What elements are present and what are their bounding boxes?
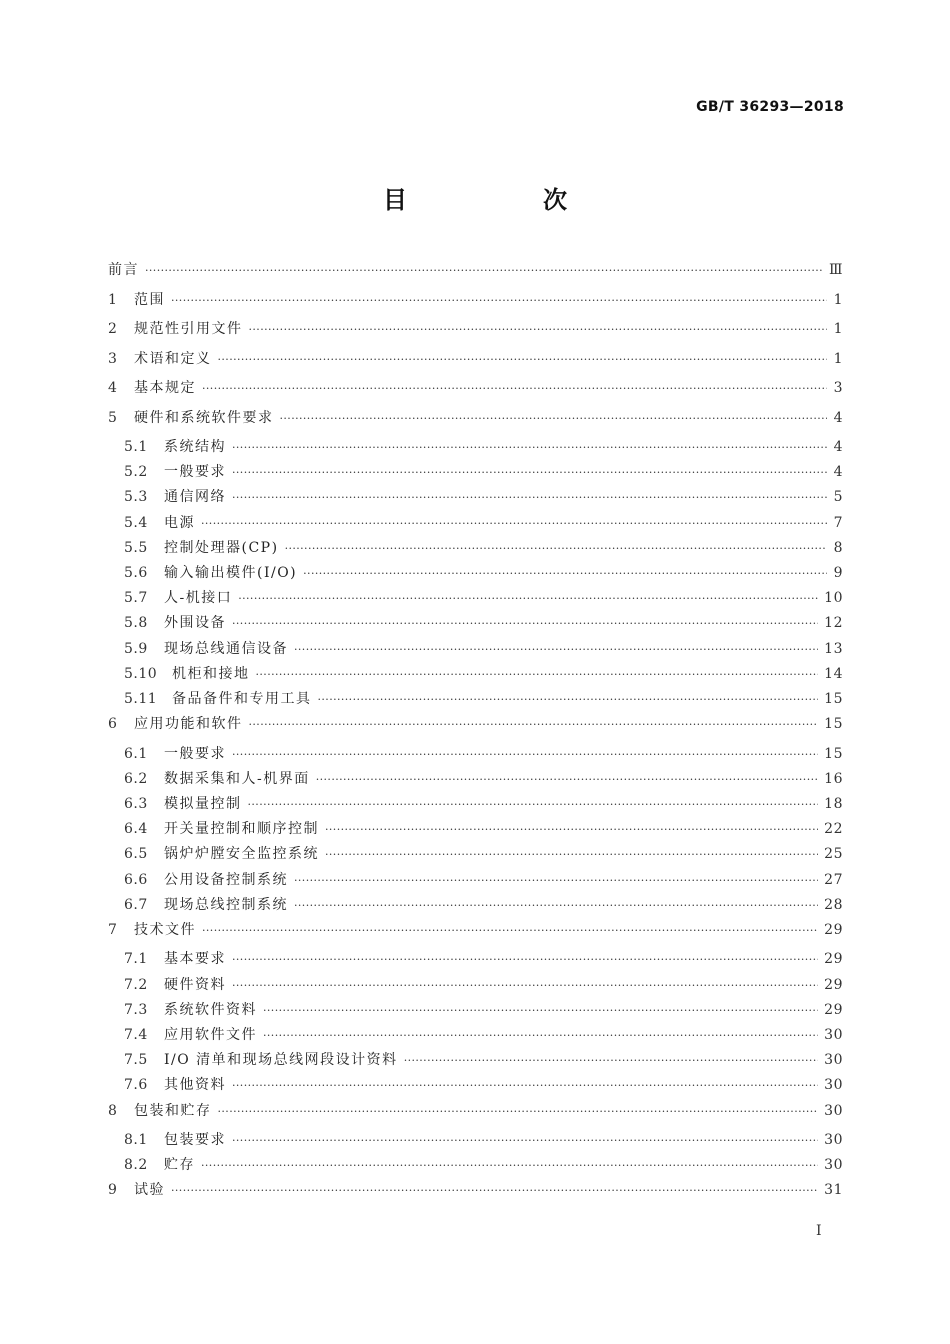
toc-dot-leader bbox=[303, 567, 827, 580]
toc-dot-leader bbox=[318, 693, 819, 706]
toc-entry-title: 技术文件 bbox=[134, 921, 196, 938]
toc-entry-title: I/O 清单和现场总线网段设计资料 bbox=[164, 1052, 398, 1069]
toc-subentry[interactable] bbox=[108, 768, 843, 793]
toc-entry-page: 13 bbox=[824, 640, 843, 657]
toc-entry-number: 5.1 bbox=[124, 439, 148, 455]
toc-dot-leader bbox=[202, 924, 818, 937]
toc-dot-leader bbox=[232, 1134, 818, 1147]
toc-entry-number: 7.3 bbox=[124, 1001, 148, 1018]
toc-entry-number: 3 bbox=[108, 350, 118, 367]
toc-entry-page: 27 bbox=[824, 871, 843, 888]
toc-entry-number: 7.5 bbox=[124, 1052, 148, 1069]
toc-entry-page: 16 bbox=[824, 770, 843, 787]
toc-subentry[interactable] bbox=[108, 688, 843, 713]
toc-entry[interactable] bbox=[108, 289, 843, 319]
toc-entry-title: 人-机接口 bbox=[164, 590, 233, 607]
toc-dot-leader bbox=[280, 412, 828, 425]
toc-entry-page: 4 bbox=[833, 439, 843, 455]
toc-entry[interactable] bbox=[108, 377, 843, 407]
toc-dot-leader bbox=[294, 643, 818, 656]
toc-subentry[interactable] bbox=[108, 638, 843, 663]
toc-subentry[interactable] bbox=[108, 818, 843, 843]
table-of-contents bbox=[108, 259, 843, 1209]
toc-entry-number: 4 bbox=[108, 380, 118, 396]
toc-entry-title: 数据采集和人-机界面 bbox=[164, 770, 310, 787]
toc-entry-number: 8.1 bbox=[124, 1132, 148, 1148]
toc-subentry[interactable] bbox=[108, 537, 843, 562]
toc-subentry[interactable] bbox=[108, 974, 843, 999]
toc-entry-title: 应用软件文件 bbox=[164, 1026, 257, 1043]
toc-entry[interactable] bbox=[108, 1179, 843, 1209]
toc-entry-page: 30 bbox=[824, 1102, 843, 1119]
toc-subentry[interactable] bbox=[108, 869, 843, 894]
toc-entry-number: 5.6 bbox=[124, 564, 148, 581]
toc-subentry[interactable] bbox=[108, 1074, 843, 1099]
toc-entry-page: 25 bbox=[824, 846, 843, 863]
toc-entry-number: 7.1 bbox=[124, 951, 148, 968]
toc-entry-page: 8 bbox=[833, 539, 843, 556]
toc-entry[interactable] bbox=[108, 919, 843, 949]
toc-entry-number: 5.5 bbox=[124, 539, 148, 556]
toc-entry-title: 备品备件和专用工具 bbox=[172, 690, 312, 707]
toc-entry-title: 硬件资料 bbox=[164, 976, 226, 993]
toc-entry-page: 4 bbox=[833, 464, 843, 481]
toc-entry-number: 5.3 bbox=[124, 489, 148, 506]
toc-dot-leader bbox=[232, 466, 827, 479]
toc-entry-number: 7 bbox=[108, 921, 118, 938]
toc-dot-leader bbox=[249, 323, 828, 336]
toc-dot-leader bbox=[325, 848, 818, 861]
toc-entry-page: 12 bbox=[824, 615, 843, 632]
toc-entry-number: 5.11 bbox=[124, 690, 158, 707]
toc-entry[interactable] bbox=[108, 713, 843, 743]
toc-entry-page: 15 bbox=[824, 745, 843, 762]
toc-entry-title: 一般要求 bbox=[164, 464, 226, 481]
toc-entry-title: 基本要求 bbox=[164, 951, 226, 968]
toc-entry-title: 基本规定 bbox=[134, 380, 196, 396]
toc-entry-number: 2 bbox=[108, 321, 118, 337]
toc-entry-page: 5 bbox=[833, 489, 843, 506]
toc-dot-leader bbox=[263, 1004, 818, 1017]
toc-subentry[interactable] bbox=[108, 793, 843, 818]
toc-entry-page: 29 bbox=[824, 976, 843, 993]
toc-entry-page: 31 bbox=[824, 1182, 843, 1199]
toc-entry-title: 包装和贮存 bbox=[134, 1102, 212, 1119]
toc-entry[interactable] bbox=[108, 407, 843, 437]
toc-entry-number: 1 bbox=[108, 291, 118, 308]
toc-entry-title: 通信网络 bbox=[164, 489, 226, 506]
toc-entry-number: 6.4 bbox=[124, 821, 148, 838]
toc-subentry[interactable] bbox=[108, 1129, 843, 1154]
toc-entry[interactable] bbox=[108, 318, 843, 348]
toc-entry-title: 范围 bbox=[134, 291, 165, 308]
toc-entry-title: 规范性引用文件 bbox=[134, 321, 243, 337]
toc-entry-title: 外围设备 bbox=[164, 615, 226, 632]
toc-dot-leader bbox=[201, 1159, 818, 1172]
toc-entry-page: 15 bbox=[824, 690, 843, 707]
toc-subentry[interactable] bbox=[108, 743, 843, 768]
toc-dot-leader bbox=[248, 798, 819, 811]
toc-entry-page: 15 bbox=[824, 716, 843, 733]
toc-entry-page: Ⅲ bbox=[828, 262, 843, 278]
toc-dot-leader bbox=[316, 773, 818, 786]
toc-entry-number: 9 bbox=[108, 1182, 118, 1199]
toc-subentry[interactable] bbox=[108, 663, 843, 688]
toc-entry-title: 硬件和系统软件要求 bbox=[134, 409, 274, 426]
footer-page-number: Ⅰ bbox=[816, 1223, 822, 1239]
toc-entry-page: 9 bbox=[833, 564, 843, 581]
toc-dot-leader bbox=[218, 353, 828, 366]
toc-entry-page: 10 bbox=[824, 590, 843, 607]
toc-subentry[interactable] bbox=[108, 948, 843, 973]
toc-entry-number: 6 bbox=[108, 716, 118, 733]
toc-entry-title: 锅炉炉膛安全监控系统 bbox=[164, 846, 319, 863]
toc-subentry[interactable] bbox=[108, 1024, 843, 1049]
toc-entry-title: 现场总线通信设备 bbox=[164, 640, 288, 657]
toc-entry-number: 6.1 bbox=[124, 745, 148, 762]
toc-subentry[interactable] bbox=[108, 1049, 843, 1074]
toc-dot-leader bbox=[325, 823, 818, 836]
toc-subentry[interactable] bbox=[108, 894, 843, 919]
toc-entry-number: 8.2 bbox=[124, 1157, 148, 1174]
toc-entry-number: 5.7 bbox=[124, 590, 148, 607]
toc-entry-page: 1 bbox=[833, 350, 843, 367]
toc-dot-leader bbox=[171, 294, 827, 307]
toc-entry-page: 4 bbox=[833, 409, 843, 426]
toc-dot-leader bbox=[294, 874, 818, 887]
toc-entry-title: 控制处理器(CP) bbox=[164, 539, 279, 556]
toc-entry-page: 18 bbox=[824, 795, 843, 812]
toc-dot-leader bbox=[145, 264, 823, 277]
toc-entry-title: 系统软件资料 bbox=[164, 1001, 257, 1018]
toc-dot-leader bbox=[294, 899, 818, 912]
toc-entry-number: 7.2 bbox=[124, 976, 148, 993]
toc-entry-title: 一般要求 bbox=[164, 745, 226, 762]
toc-entry-title: 现场总线控制系统 bbox=[164, 896, 288, 913]
toc-entry-number: 6.2 bbox=[124, 770, 148, 787]
toc-entry-title: 公用设备控制系统 bbox=[164, 871, 288, 888]
toc-dot-leader bbox=[218, 1105, 819, 1118]
toc-entry-page: 14 bbox=[824, 665, 843, 682]
toc-subentry[interactable] bbox=[108, 612, 843, 637]
toc-dot-leader bbox=[404, 1054, 818, 1067]
page-title: 目 次 bbox=[383, 186, 623, 214]
toc-dot-leader bbox=[285, 542, 827, 555]
toc-entry-title: 术语和定义 bbox=[134, 350, 212, 367]
toc-entry-number: 6.5 bbox=[124, 846, 148, 863]
toc-dot-leader bbox=[263, 1029, 818, 1042]
toc-entry-page: 30 bbox=[824, 1157, 843, 1174]
standard-code: GB/T 36293—2018 bbox=[696, 99, 844, 115]
toc-entry-title: 系统结构 bbox=[164, 439, 226, 455]
toc-dot-leader bbox=[232, 617, 818, 630]
toc-entry-number: 5.2 bbox=[124, 464, 148, 481]
toc-entry-title: 模拟量控制 bbox=[164, 795, 242, 812]
toc-entry[interactable] bbox=[108, 259, 843, 289]
toc-entry-page: 3 bbox=[833, 380, 843, 396]
toc-entry-page: 29 bbox=[824, 1001, 843, 1018]
toc-dot-leader bbox=[232, 1079, 818, 1092]
toc-entry-number: 6.3 bbox=[124, 795, 148, 812]
toc-entry-number: 5.10 bbox=[124, 665, 158, 682]
toc-entry-number: 5.4 bbox=[124, 514, 148, 531]
toc-dot-leader bbox=[202, 382, 827, 395]
toc-subentry[interactable] bbox=[108, 486, 843, 511]
toc-dot-leader bbox=[232, 953, 818, 966]
toc-entry-number: 5.8 bbox=[124, 615, 148, 632]
toc-entry-page: 7 bbox=[833, 514, 843, 531]
toc-subentry[interactable] bbox=[108, 436, 843, 461]
toc-entry[interactable] bbox=[108, 348, 843, 378]
toc-entry-page: 30 bbox=[824, 1026, 843, 1043]
toc-subentry[interactable] bbox=[108, 461, 843, 486]
toc-entry-page: 29 bbox=[824, 951, 843, 968]
toc-entry-title: 前言 bbox=[108, 262, 139, 278]
toc-subentry[interactable] bbox=[108, 999, 843, 1024]
toc-entry-title: 应用功能和软件 bbox=[134, 716, 243, 733]
toc-entry-page: 1 bbox=[833, 321, 843, 337]
toc-subentry[interactable] bbox=[108, 562, 843, 587]
toc-dot-leader bbox=[232, 979, 818, 992]
toc-entry-page: 30 bbox=[824, 1052, 843, 1069]
toc-entry-page: 29 bbox=[824, 921, 843, 938]
toc-entry-title: 贮存 bbox=[164, 1157, 195, 1174]
toc-entry-page: 30 bbox=[824, 1132, 843, 1148]
toc-subentry[interactable] bbox=[108, 1154, 843, 1179]
toc-dot-leader bbox=[256, 668, 819, 681]
toc-entry-number: 5 bbox=[108, 409, 118, 426]
toc-dot-leader bbox=[232, 441, 827, 454]
toc-dot-leader bbox=[171, 1184, 818, 1197]
toc-entry-title: 试验 bbox=[134, 1182, 165, 1199]
toc-entry[interactable] bbox=[108, 1100, 843, 1130]
toc-entry-page: 28 bbox=[824, 896, 843, 913]
toc-entry-title: 机柜和接地 bbox=[172, 665, 250, 682]
toc-entry-title: 电源 bbox=[164, 514, 195, 531]
toc-entry-title: 输入输出模件(I/O) bbox=[164, 564, 298, 581]
toc-entry-page: 22 bbox=[824, 821, 843, 838]
toc-entry-title: 其他资料 bbox=[164, 1077, 226, 1094]
toc-subentry[interactable] bbox=[108, 587, 843, 612]
toc-entry-number: 7.4 bbox=[124, 1026, 148, 1043]
toc-dot-leader bbox=[201, 517, 827, 530]
toc-entry-page: 1 bbox=[833, 291, 843, 308]
toc-subentry[interactable] bbox=[108, 843, 843, 868]
toc-dot-leader bbox=[232, 748, 818, 761]
toc-entry-page: 30 bbox=[824, 1077, 843, 1094]
toc-entry-number: 6.7 bbox=[124, 896, 148, 913]
toc-dot-leader bbox=[238, 592, 818, 605]
toc-dot-leader bbox=[232, 491, 827, 504]
toc-entry-title: 包装要求 bbox=[164, 1132, 226, 1148]
toc-entry-number: 6.6 bbox=[124, 871, 148, 888]
toc-entry-number: 5.9 bbox=[124, 640, 148, 657]
toc-subentry[interactable] bbox=[108, 512, 843, 537]
toc-entry-title: 开关量控制和顺序控制 bbox=[164, 821, 319, 838]
toc-dot-leader bbox=[249, 718, 819, 731]
toc-entry-number: 8 bbox=[108, 1102, 118, 1119]
toc-entry-number: 7.6 bbox=[124, 1077, 148, 1094]
